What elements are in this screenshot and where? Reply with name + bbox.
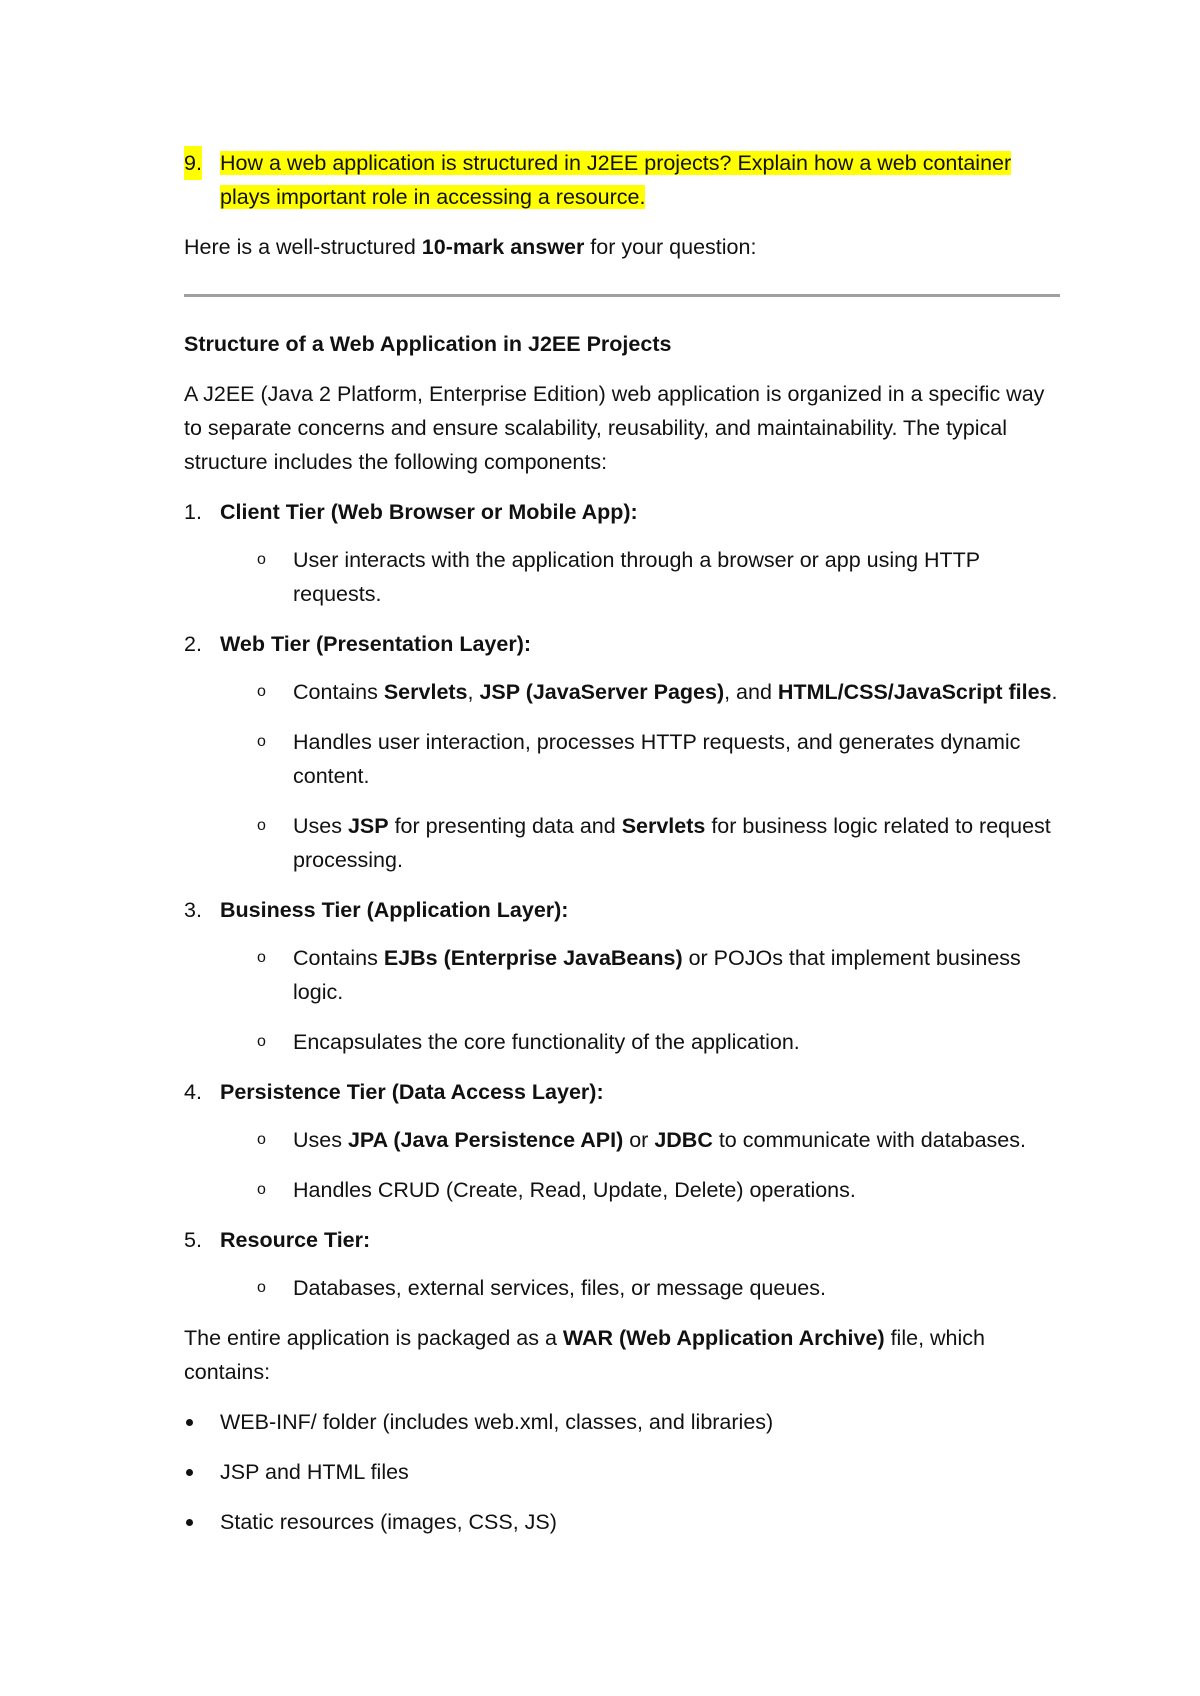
intro-suffix: for your question: bbox=[584, 235, 757, 259]
sub-item-bold: JDBC bbox=[654, 1128, 713, 1152]
sub-item-text: . bbox=[1051, 680, 1058, 704]
tier-sub-list bbox=[184, 675, 1060, 877]
intro-line bbox=[184, 230, 1060, 264]
question-number: 9. bbox=[184, 146, 202, 180]
war-bold: WAR (Web Application Archive) bbox=[562, 1326, 885, 1350]
sub-item-text: , and bbox=[724, 680, 778, 704]
circle-bullet-icon: o bbox=[257, 817, 266, 834]
tier-number: 4. bbox=[184, 1080, 202, 1104]
intro-prefix: Here is a well-structured bbox=[184, 235, 422, 259]
tier-sub-list bbox=[184, 1271, 1060, 1305]
sub-item-bold: HTML/CSS/JavaScript files bbox=[777, 680, 1052, 704]
tier-title: Client Tier (Web Browser or Mobile App): bbox=[220, 500, 638, 524]
tier-title: Persistence Tier (Data Access Layer): bbox=[220, 1080, 604, 1104]
sub-item-text: to communicate with databases. bbox=[712, 1128, 1026, 1152]
sub-item bbox=[184, 543, 1060, 611]
bullet-dot-icon bbox=[186, 1419, 193, 1426]
sub-item-text: Contains bbox=[293, 680, 384, 704]
war-intro bbox=[184, 1321, 1060, 1389]
war-item bbox=[184, 1505, 1060, 1539]
war-item-text: WEB-INF/ folder (includes web.xml, classes, and libraries) bbox=[220, 1410, 774, 1434]
war-item-text: Static resources (images, CSS, JS) bbox=[220, 1510, 557, 1534]
sub-item-bold: EJBs (Enterprise JavaBeans) bbox=[383, 946, 683, 970]
circle-bullet-icon: o bbox=[257, 949, 266, 966]
tier-item bbox=[184, 1223, 1060, 1305]
sub-item-bold: JSP bbox=[347, 814, 389, 838]
tier-item bbox=[184, 627, 1060, 877]
war-item bbox=[184, 1405, 1060, 1439]
war-item bbox=[184, 1455, 1060, 1489]
sub-item-bold: JPA (Java Persistence API) bbox=[347, 1128, 624, 1152]
war-item-text: JSP and HTML files bbox=[220, 1460, 409, 1484]
bullet-dot-icon bbox=[186, 1519, 193, 1526]
war-prefix: The entire application is packaged as a bbox=[184, 1326, 563, 1350]
intro-bold: 10-mark answer bbox=[421, 235, 585, 259]
sub-item bbox=[184, 675, 1060, 709]
tier-heading bbox=[184, 627, 1060, 661]
circle-bullet-icon: o bbox=[257, 551, 266, 568]
war-contents-list bbox=[184, 1405, 1060, 1539]
bullet-dot-icon bbox=[186, 1469, 193, 1476]
circle-bullet-icon: o bbox=[257, 1279, 266, 1296]
sub-item-text: Databases, external services, files, or message queues. bbox=[293, 1276, 826, 1300]
sub-item-bold: Servlets bbox=[621, 814, 706, 838]
tier-number: 3. bbox=[184, 898, 202, 922]
sub-item bbox=[184, 809, 1060, 877]
tier-heading bbox=[184, 1075, 1060, 1109]
circle-bullet-icon: o bbox=[257, 1181, 266, 1198]
sub-item bbox=[184, 1123, 1060, 1157]
tier-title: Resource Tier: bbox=[220, 1228, 371, 1252]
sub-item-bold: Servlets bbox=[383, 680, 468, 704]
tier-number: 5. bbox=[184, 1228, 202, 1252]
war-suffix: file, which contains: bbox=[184, 1326, 985, 1384]
tier-sub-list bbox=[184, 543, 1060, 611]
tier-title: Business Tier (Application Layer): bbox=[220, 898, 569, 922]
sub-item-bold: JSP (JavaServer Pages) bbox=[479, 680, 725, 704]
tier-item bbox=[184, 495, 1060, 611]
sub-item-text: or POJOs that implement business logic. bbox=[293, 946, 1021, 1004]
sub-item bbox=[184, 1173, 1060, 1207]
tier-number: 2. bbox=[184, 632, 202, 656]
sub-item-text: , bbox=[467, 680, 480, 704]
sub-item-text: Contains bbox=[293, 946, 384, 970]
circle-bullet-icon: o bbox=[257, 1033, 266, 1050]
sub-item-text: or bbox=[623, 1128, 655, 1152]
tier-item bbox=[184, 893, 1060, 1059]
sub-item-text: Uses bbox=[293, 814, 348, 838]
question-heading bbox=[184, 146, 1060, 214]
sub-item-text: Uses bbox=[293, 1128, 348, 1152]
section-title: Structure of a Web Application in J2EE Projects bbox=[184, 332, 672, 356]
tier-heading bbox=[184, 495, 1060, 529]
tier-heading bbox=[184, 893, 1060, 927]
tier-item bbox=[184, 1075, 1060, 1207]
section-intro: A J2EE (Java 2 Platform, Enterprise Edition) web application is organized in a specific way to separate concerns and ensure scalability, reusability, and maintainability. The typical structure includes the following components: bbox=[184, 382, 1045, 474]
tier-list bbox=[184, 495, 1060, 1305]
tier-sub-list bbox=[184, 941, 1060, 1059]
sub-item bbox=[184, 1271, 1060, 1305]
circle-bullet-icon: o bbox=[257, 683, 266, 700]
question-text: How a web application is structured in J2EE projects? Explain how a web container plays important role in accessing a resource. bbox=[220, 151, 1012, 209]
horizontal-rule bbox=[184, 294, 1060, 297]
tier-title: Web Tier (Presentation Layer): bbox=[220, 632, 532, 656]
sub-item bbox=[184, 725, 1060, 793]
tier-number: 1. bbox=[184, 500, 202, 524]
tier-heading bbox=[184, 1223, 1060, 1257]
sub-item-text: Handles CRUD (Create, Read, Update, Delete) operations. bbox=[293, 1178, 856, 1202]
tier-sub-list bbox=[184, 1123, 1060, 1207]
sub-item bbox=[184, 941, 1060, 1009]
sub-item-text: Handles user interaction, processes HTTP requests, and generates dynamic content. bbox=[293, 730, 1021, 788]
sub-item bbox=[184, 1025, 1060, 1059]
circle-bullet-icon: o bbox=[257, 1131, 266, 1148]
sub-item-text: Encapsulates the core functionality of the application. bbox=[293, 1030, 800, 1054]
circle-bullet-icon: o bbox=[257, 733, 266, 750]
sub-item-text: for presenting data and bbox=[388, 814, 622, 838]
sub-item-text: User interacts with the application through a browser or app using HTTP requests. bbox=[293, 548, 980, 606]
sub-item-text: for business logic related to request processing. bbox=[293, 814, 1051, 872]
